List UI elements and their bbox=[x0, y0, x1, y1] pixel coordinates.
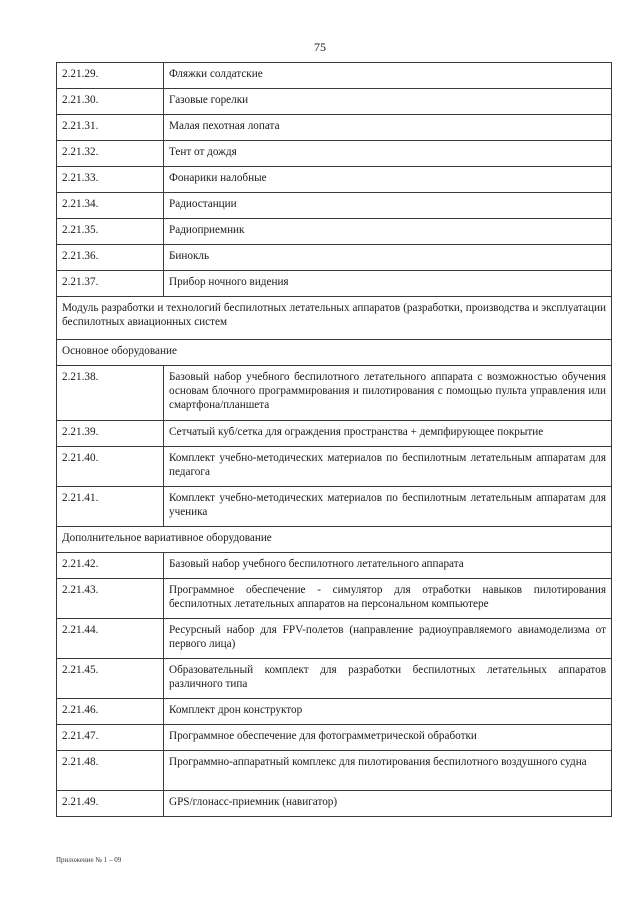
table-row bbox=[57, 447, 612, 487]
table-row bbox=[57, 699, 612, 725]
section-row bbox=[57, 527, 612, 553]
section-row bbox=[57, 340, 612, 366]
item-code: 2.21.34. bbox=[57, 193, 164, 219]
table-row bbox=[57, 63, 612, 89]
equipment-table bbox=[56, 62, 612, 817]
item-description: Образовательный комплект для разработки беспилотных летательных аппаратов различного типа bbox=[164, 659, 612, 699]
item-description: Программно-аппаратный комплекс для пилотирования беспилотного воздушного судна bbox=[164, 751, 612, 791]
table-row bbox=[57, 791, 612, 817]
item-description: Фонарики налобные bbox=[164, 167, 612, 193]
item-code: 2.21.44. bbox=[57, 619, 164, 659]
table-row bbox=[57, 421, 612, 447]
item-description: Прибор ночного видения bbox=[164, 271, 612, 297]
item-code: 2.21.31. bbox=[57, 115, 164, 141]
item-description: Тент от дождя bbox=[164, 141, 612, 167]
item-code: 2.21.37. bbox=[57, 271, 164, 297]
section-heading: Модуль разработки и технологий беспилотных летательных аппаратов (разработки, производства и эксплуатации беспилотных авиационных систем bbox=[57, 297, 612, 340]
item-description: Бинокль bbox=[164, 245, 612, 271]
item-code: 2.21.38. bbox=[57, 366, 164, 421]
table-row bbox=[57, 579, 612, 619]
item-description: Ресурсный набор для FPV-полетов (направление радиоуправляемого авиамоделизма от первого лица) bbox=[164, 619, 612, 659]
page-footer: Приложение № 1 – 09 bbox=[56, 856, 122, 864]
table-row bbox=[57, 553, 612, 579]
item-code: 2.21.35. bbox=[57, 219, 164, 245]
item-description: Комплект учебно-методических материалов по беспилотным летательным аппаратам для педагога bbox=[164, 447, 612, 487]
item-code: 2.21.41. bbox=[57, 487, 164, 527]
item-code: 2.21.48. bbox=[57, 751, 164, 791]
item-description: Базовый набор учебного беспилотного летательного аппарата с возможностью обучения основам блочного программирования и пилотирования с помощью пульта управления или смартфона/планшета bbox=[164, 366, 612, 421]
item-code: 2.21.39. bbox=[57, 421, 164, 447]
item-description: Радиостанции bbox=[164, 193, 612, 219]
item-description: Комплект учебно-методических материалов по беспилотным летательным аппаратам для ученика bbox=[164, 487, 612, 527]
table-row bbox=[57, 115, 612, 141]
table-row bbox=[57, 193, 612, 219]
item-code: 2.21.32. bbox=[57, 141, 164, 167]
item-description: Газовые горелки bbox=[164, 89, 612, 115]
section-heading: Основное оборудование bbox=[57, 340, 612, 366]
table-row bbox=[57, 141, 612, 167]
item-description: Программное обеспечение для фотограмметрической обработки bbox=[164, 725, 612, 751]
table-row bbox=[57, 725, 612, 751]
item-description: Программное обеспечение - симулятор для отработки навыков пилотирования беспилотных летательных аппаратов на персональном компьютере bbox=[164, 579, 612, 619]
item-code: 2.21.47. bbox=[57, 725, 164, 751]
item-description: Малая пехотная лопата bbox=[164, 115, 612, 141]
item-description: Базовый набор учебного беспилотного летательного аппарата bbox=[164, 553, 612, 579]
item-description: Фляжки солдатские bbox=[164, 63, 612, 89]
table-row bbox=[57, 167, 612, 193]
item-code: 2.21.45. bbox=[57, 659, 164, 699]
item-code: 2.21.46. bbox=[57, 699, 164, 725]
item-code: 2.21.33. bbox=[57, 167, 164, 193]
table-row bbox=[57, 271, 612, 297]
item-description: Комплект дрон конструктор bbox=[164, 699, 612, 725]
item-description: Сетчатый куб/сетка для ограждения пространства + демпфирующее покрытие bbox=[164, 421, 612, 447]
table-row bbox=[57, 366, 612, 421]
table-row bbox=[57, 751, 612, 791]
table-row bbox=[57, 619, 612, 659]
item-code: 2.21.49. bbox=[57, 791, 164, 817]
item-code: 2.21.29. bbox=[57, 63, 164, 89]
table-row bbox=[57, 659, 612, 699]
item-description: Радиоприемник bbox=[164, 219, 612, 245]
page-number: 75 bbox=[314, 40, 326, 54]
item-code: 2.21.40. bbox=[57, 447, 164, 487]
table-row bbox=[57, 219, 612, 245]
table-row bbox=[57, 245, 612, 271]
table-row bbox=[57, 89, 612, 115]
section-heading: Дополнительное вариативное оборудование bbox=[57, 527, 612, 553]
section-row bbox=[57, 297, 612, 340]
item-description: GPS/глонасс-приемник (навигатор) bbox=[164, 791, 612, 817]
table-row bbox=[57, 487, 612, 527]
item-code: 2.21.36. bbox=[57, 245, 164, 271]
table-body bbox=[57, 63, 612, 817]
item-code: 2.21.43. bbox=[57, 579, 164, 619]
item-code: 2.21.42. bbox=[57, 553, 164, 579]
item-code: 2.21.30. bbox=[57, 89, 164, 115]
